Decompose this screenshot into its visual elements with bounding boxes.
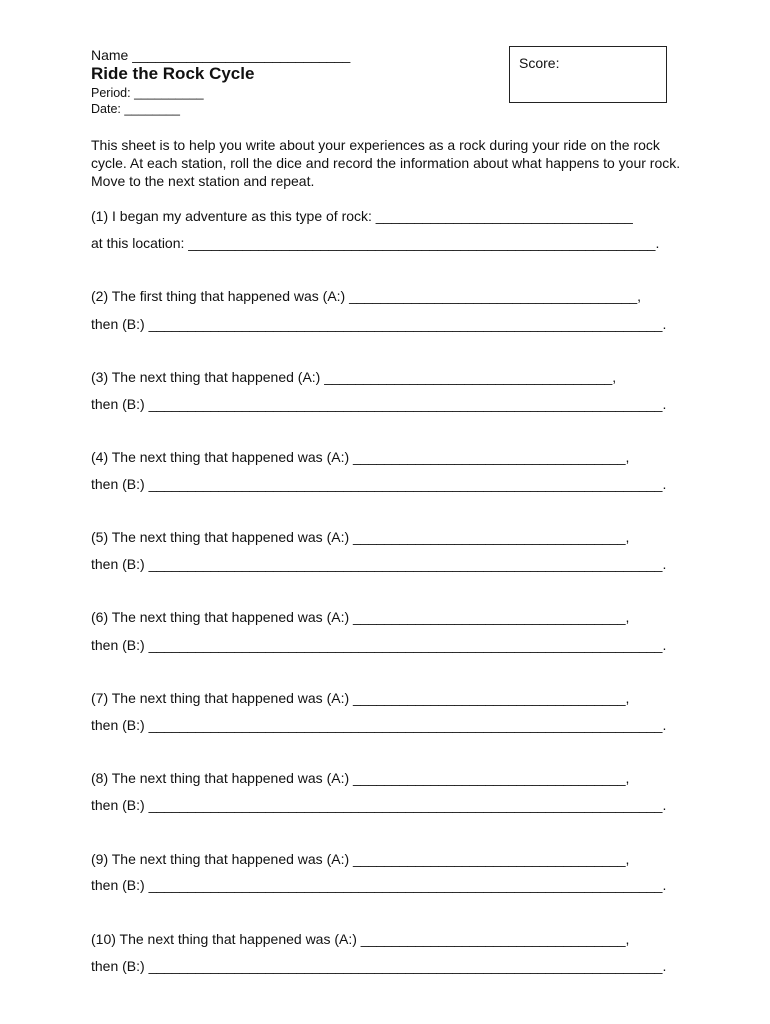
question-10-part-b: then (B:) __________________________________________________________________.: [91, 958, 667, 974]
question-1-part-b: at this location: ____________________________________________________________.: [91, 235, 660, 251]
period-field-line: Period: __________: [91, 86, 204, 100]
question-6-part-b: then (B:) __________________________________________________________________.: [91, 637, 667, 653]
question-4-part-b: then (B:) __________________________________________________________________.: [91, 476, 667, 492]
worksheet-title: Ride the Rock Cycle: [91, 64, 255, 83]
name-field-line: Name ____________________________: [91, 47, 351, 63]
question-3-part-a: (3) The next thing that happened (A:) _____________________________________,: [91, 369, 617, 385]
question-5-part-b: then (B:) __________________________________________________________________.: [91, 556, 667, 572]
date-field-line: Date: ________: [91, 102, 180, 116]
question-5-part-a: (5) The next thing that happened was (A:) ___________________________________,: [91, 529, 630, 545]
question-1-part-a: (1) I began my adventure as this type of rock: _________________________________: [91, 208, 633, 224]
question-4-part-a: (4) The next thing that happened was (A:) ___________________________________,: [91, 449, 630, 465]
question-7-part-b: then (B:) __________________________________________________________________.: [91, 717, 667, 733]
question-9-part-b: then (B:) __________________________________________________________________.: [91, 877, 667, 893]
question-2-part-a: (2) The first thing that happened was (A:) _____________________________________,: [91, 288, 642, 304]
question-8-part-a: (8) The next thing that happened was (A:) ___________________________________,: [91, 770, 630, 786]
instructions-paragraph: This sheet is to help you write about your experiences as a rock during your ride on the rock cycle. At each station, roll the dice and record the information about what happens to your rock. Move to the next station and repeat.: [91, 137, 681, 189]
question-8-part-b: then (B:) __________________________________________________________________.: [91, 797, 667, 813]
question-3-part-b: then (B:) __________________________________________________________________.: [91, 396, 667, 412]
score-label: Score:: [519, 55, 560, 71]
question-9-part-a: (9) The next thing that happened was (A:) ___________________________________,: [91, 851, 630, 867]
question-7-part-a: (7) The next thing that happened was (A:) ___________________________________,: [91, 690, 630, 706]
question-2-part-b: then (B:) __________________________________________________________________.: [91, 316, 667, 332]
score-box: [509, 46, 667, 103]
question-10-part-a: (10) The next thing that happened was (A:) __________________________________,: [91, 931, 630, 947]
question-6-part-a: (6) The next thing that happened was (A:) ___________________________________,: [91, 609, 630, 625]
